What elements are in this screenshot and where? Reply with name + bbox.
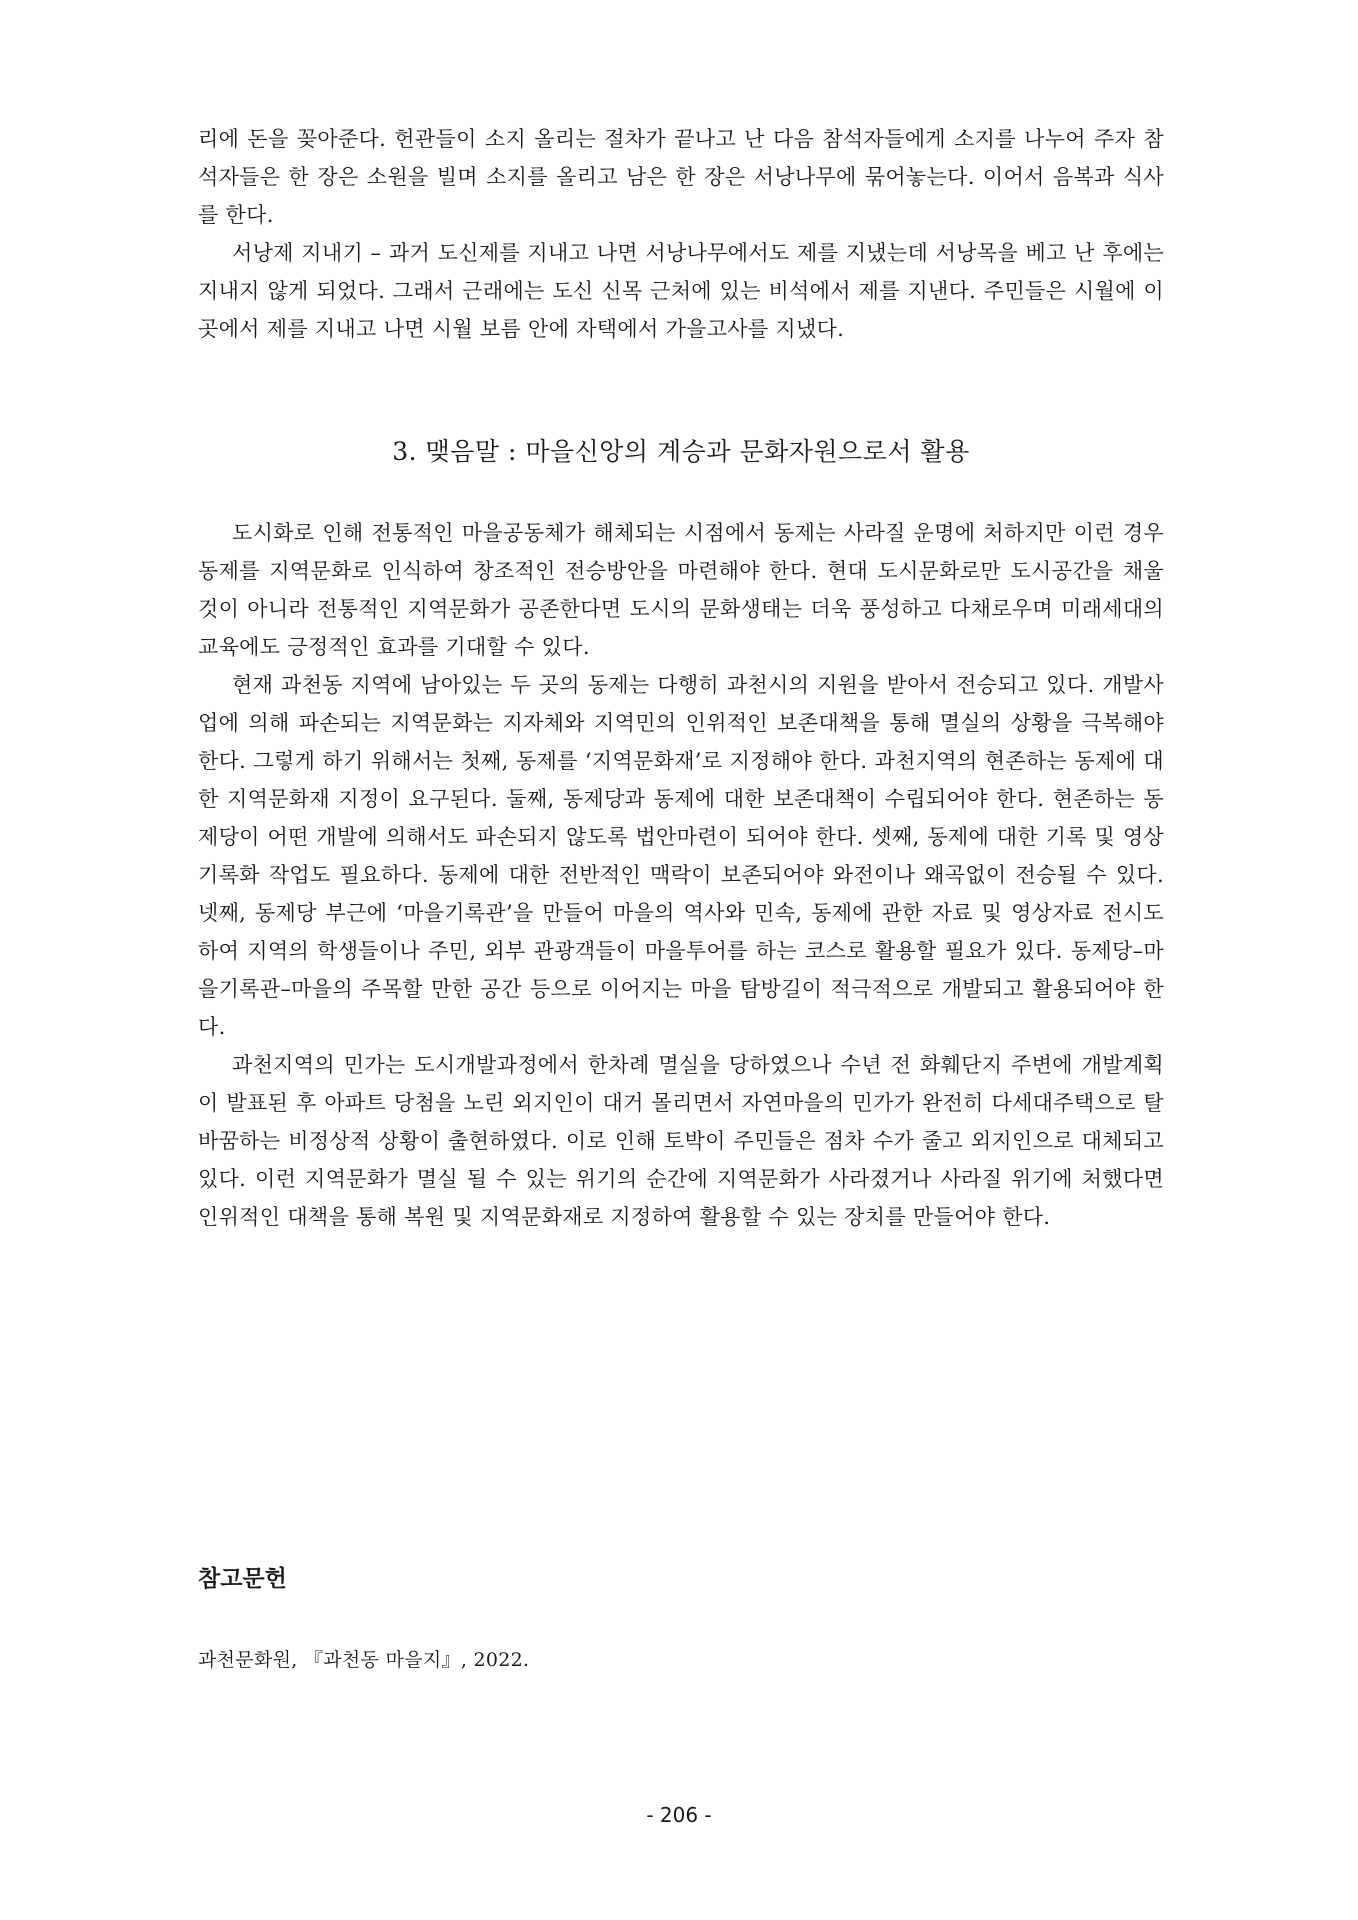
page-number: - 206 - xyxy=(646,1803,712,1827)
section-heading: 3. 맺음말 : 마을신앙의 계승과 문화자원으로서 활용 xyxy=(392,437,970,466)
references-heading: 참고문헌 xyxy=(198,1566,287,1592)
paragraph: 서낭제 지내기 – 과거 도신제를 지내고 나면 서낭나무에서도 제를 지냈는데 서낭목을 베고 난 후에는 지내지 않게 되었다. 그래서 근래에는 도신 신목 근처에 있는 비석에서 제를 지낸다. 주민들은 시월에 이곳에서 제를 지내고 나면 시월 보름 안에 자택에서 가을고사를 지냈다. xyxy=(198,241,1164,341)
reference-item: 과천문화원, 『과천동 마을지』, 2022. xyxy=(198,1649,530,1671)
paragraph: 과천지역의 민가는 도시개발과정에서 한차례 멸실을 당하였으나 수년 전 화훼단지 주변에 개발계획이 발표된 후 아파트 당첨을 노린 외지인이 대거 몰리면서 자연마을의 민가가 완전히 다세대주택으로 탈바꿈하는 비정상적 상황이 출현하였다. 이로 인해 토박이 주민들은 점차 수가 줄고 외지인으로 대체되고 있다. 이런 지역문화가 멸실 될 수 있는 위기의 순간에 지역문화가 사라졌거나 사라질 위기에 처했다면 인위적인 대책을 통해 복원 및 지역문화재로 지정하여 활용할 수 있는 장치를 만들어야 한다. xyxy=(198,1053,1164,1229)
continued-text-block xyxy=(198,120,1164,348)
paragraph: 현재 과천동 지역에 남아있는 두 곳의 동제는 다행히 과천시의 지원을 받아서 전승되고 있다. 개발사업에 의해 파손되는 지역문화는 지자체와 지역민의 인위적인 보존대책을 통해 멸실의 상황을 극복해야 한다. 그렇게 하기 위해서는 첫째, 동제를 ‘지역문화재’로 지정해야 한다. 과천지역의 현존하는 동제에 대한 지역문화재 지정이 요구된다. 둘째, 동제당과 동제에 대한 보존대책이 수립되어야 한다. 현존하는 동제당이 어떤 개발에 의해서도 파손되지 않도록 법안마련이 되어야 한다. 셋째, 동제에 대한 기록 및 영상기록화 작업도 필요하다. 동제에 대한 전반적인 맥락이 보존되어야 와전이나 왜곡없이 전승될 수 있다. 넷째, 동제당 부근에 ‘마을기록관’을 만들어 마을의 역사와 민속, 동제에 관한 자료 및 영상자료 전시도 하여 지역의 학생들이나 주민, 외부 관광객들이 마을투어를 하는 코스로 활용할 필요가 있다. 동제당–마을기록관–마을의 주목할 만한 공간 등으로 이어지는 마을 탐방길이 적극적으로 개발되고 활용되어야 한다. xyxy=(198,673,1164,1039)
conclusion-text-block xyxy=(198,514,1164,1236)
paragraph: 도시화로 인해 전통적인 마을공동체가 해체되는 시점에서 동제는 사라질 운명에 처하지만 이런 경우 동제를 지역문화로 인식하여 창조적인 전승방안을 마련해야 한다. 현대 도시문화로만 도시공간을 채울 것이 아니라 전통적인 지역문화가 공존한다면 도시의 문화생태는 더욱 풍성하고 다채로우며 미래세대의 교육에도 긍정적인 효과를 기대할 수 있다. xyxy=(198,521,1164,659)
paragraph: 리에 돈을 꽂아준다. 헌관들이 소지 올리는 절차가 끝나고 난 다음 참석자들에게 소지를 나누어 주자 참석자들은 한 장은 소원을 빌며 소지를 올리고 남은 한 장은 서낭나무에 묶어놓는다. 이어서 음복과 식사를 한다. xyxy=(198,127,1164,227)
